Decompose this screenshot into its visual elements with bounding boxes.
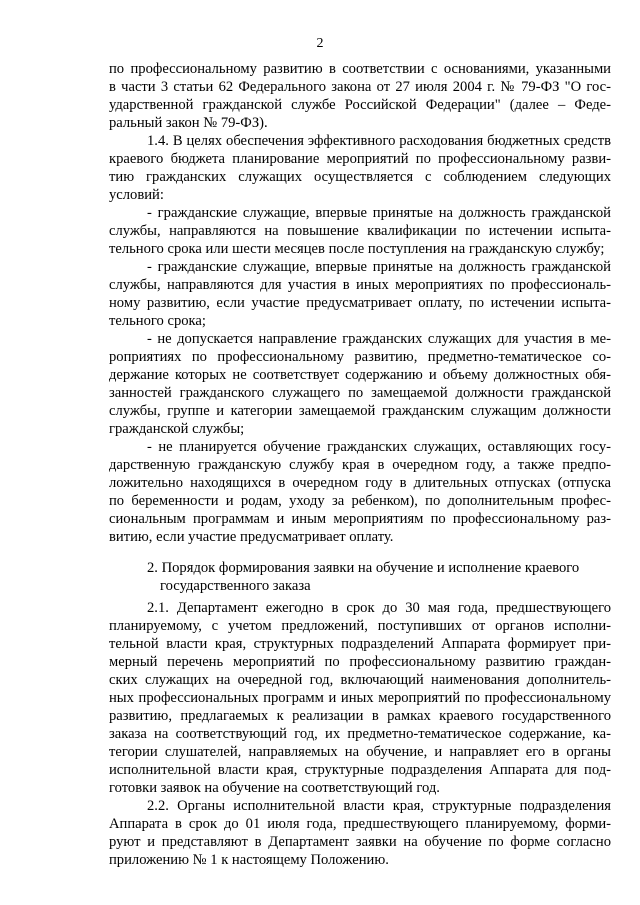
text-line: в части 3 статьи 62 Федерального закона от 27 июля 2004 г. № 79-ФЗ "О гос-: [109, 79, 611, 95]
text-line: Аппарата в срок до 01 июля года, предшествующего планируемому, форми-: [109, 816, 611, 832]
text-line: тельного срока или шести месяцев после поступления на гражданскую службу;: [109, 241, 605, 257]
page-number: 2: [316, 36, 324, 51]
heading-line: 2. Порядок формирования заявки на обучение и исполнение краевого: [147, 560, 580, 576]
text-line: исполнительной власти края, структурные подразделения Аппарата для под-: [109, 762, 611, 778]
text-line: мерный перечень мероприятий по профессиональному развитию граждан-: [109, 654, 611, 670]
text-line: гражданской службы;: [109, 421, 245, 437]
text-line: витию, если участие предусматривает оплату.: [109, 529, 394, 545]
paragraph: [109, 330, 611, 438]
document-body: [109, 60, 611, 869]
text-line: по беременности и родам, уходу за ребенком), по дополнительным профес-: [109, 493, 611, 509]
text-line: службы, направляются для участия в иных мероприятиях по профессиональ-: [109, 277, 611, 293]
paragraph: [109, 258, 611, 330]
text-line: заказа на соответствующий год, их предметно-тематическое содержание, ка-: [109, 726, 611, 742]
text-line: тегории слушателей, направляемых на обучение, и направляет его в органы: [109, 744, 611, 760]
text-line: по профессиональному развитию в соответствии с основаниями, указанными: [109, 61, 611, 77]
text-line: роприятиях по профессиональному развитию, предметно-тематическое со-: [109, 349, 611, 365]
text-line: службы, направляются на повышение квалификации по истечении испыта-: [109, 223, 611, 239]
paragraph: [109, 60, 611, 132]
text-line: ному развитию, если участие предусматривает оплату, по истечении испыта-: [109, 295, 611, 311]
text-line: ских служащих на очередной год, включающий наименования дополнитель-: [109, 672, 611, 688]
text-line: ложительно находящихся в очередном году в длительных отпусках (отпуска: [109, 475, 611, 491]
paragraph: [109, 204, 611, 258]
text-line: приложению № 1 к настоящему Положению.: [109, 852, 389, 868]
text-line: занностей гражданского служащего по замещаемой должности гражданской: [109, 385, 611, 401]
paragraph: [109, 797, 611, 869]
text-line: тельной власти края, структурных подразделений Аппарата формирует при-: [109, 636, 611, 652]
text-line: условий:: [109, 187, 164, 203]
text-line: тию гражданских служащих осуществляется с соблюдением следующих: [109, 169, 611, 185]
heading-line: государственного заказа: [160, 578, 311, 594]
text-line: - не планируется обучение гражданских служащих, оставляющих госу-: [147, 439, 611, 455]
text-line: готовки заявок на обучение на соответствующий год.: [109, 780, 440, 796]
text-line: 2.2. Органы исполнительной власти края, структурные подразделения: [147, 798, 611, 814]
text-line: - не допускается направление гражданских служащих для участия в ме-: [147, 331, 611, 347]
text-line: ральный закон № 79-ФЗ).: [109, 115, 268, 131]
text-line: держание которых не соответствует содержанию и объему должностных обя-: [109, 367, 611, 383]
text-line: краевого бюджета планирование мероприятий по профессиональному разви-: [109, 151, 611, 167]
text-line: 1.4. В целях обеспечения эффективного расходования бюджетных средств: [147, 133, 611, 149]
paragraph: [109, 438, 611, 546]
text-line: планируемому, с учетом предложений, поступивших от органов исполни-: [109, 618, 611, 634]
section-heading: [109, 559, 611, 595]
text-line: 2.1. Департамент ежегодно в срок до 30 мая года, предшествующего: [147, 600, 611, 616]
text-line: ударственной гражданской службе Российской Федерации" (далее – Феде-: [109, 97, 611, 113]
text-line: - гражданские служащие, впервые принятые на должность гражданской: [147, 259, 611, 275]
text-line: сиональным программам и иным мероприятиям по профессиональному раз-: [109, 511, 611, 527]
text-line: дарственную гражданскую службу края в очередном году, а также предпо-: [109, 457, 611, 473]
text-line: руют и представляют в Департамент заявки на обучение по форме согласно: [109, 834, 611, 850]
text-line: - гражданские служащие, впервые принятые на должность гражданской: [147, 205, 611, 221]
text-line: развитию, предлагаемых к реализации в рамках краевого государственного: [109, 708, 611, 724]
paragraph: [109, 599, 611, 797]
paragraph: [109, 132, 611, 204]
text-line: тельного срока;: [109, 313, 206, 329]
text-line: ных профессиональных программ и иных мероприятий по профессиональному: [109, 690, 611, 706]
text-line: службы, группе и категории замещаемой гражданским служащим должности: [109, 403, 611, 419]
